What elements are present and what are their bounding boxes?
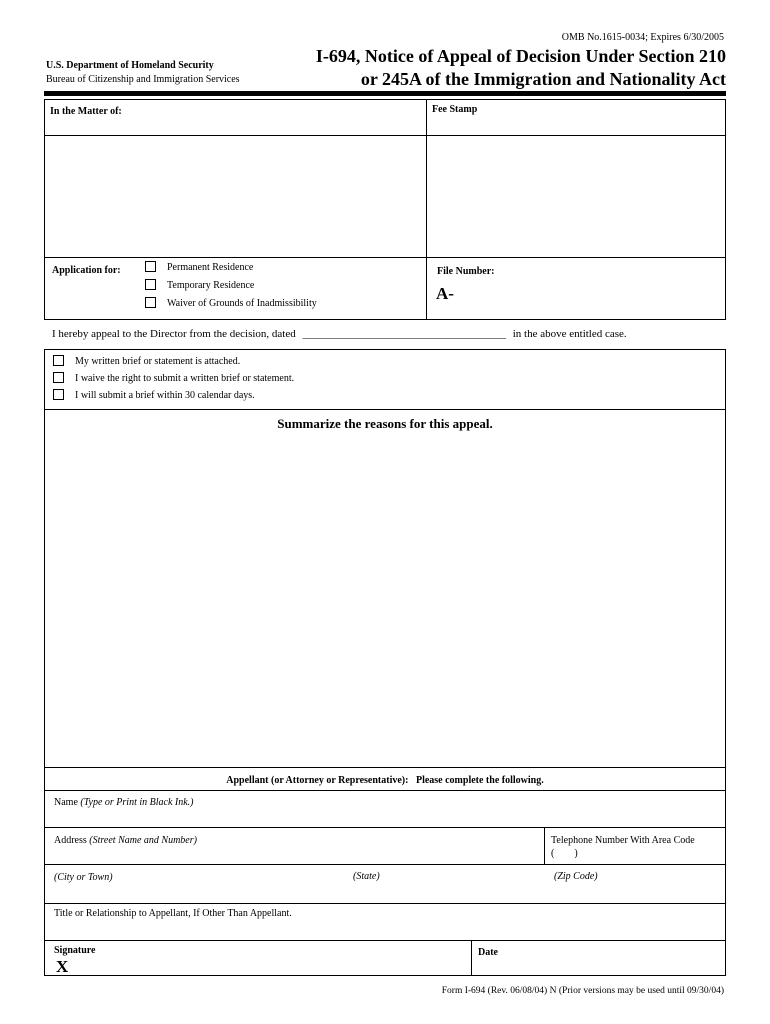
bureau-name: Bureau of Citizenship and Immigration Services [46,74,240,85]
address-label: Address [54,835,87,846]
signature-mark: X [56,957,69,976]
phone-label: Telephone Number With Area Code [551,835,695,846]
brief-attached-label: My written brief or statement is attached. [75,356,241,367]
title-rule [44,940,726,941]
fee-stamp-area [427,136,725,256]
file-number-input[interactable] [458,284,718,306]
application-rule [44,257,726,258]
form-revision-footer: Form I-694 (Rev. 06/08/04) N (Prior versions may be used until 09/30/04) [441,986,724,996]
name-rule [44,827,726,828]
date-input[interactable] [506,946,720,972]
title-relationship-input[interactable] [50,922,720,938]
appeal-statement [52,328,627,340]
state-hint: (State) [353,871,380,882]
reasons-heading: Summarize the reasons for this appeal. [277,416,493,431]
brief-later-checkbox[interactable] [53,389,64,400]
name-field-label [54,797,194,808]
appellant-heading: Appellant (or Attorney or Representative): Please complete the following. [226,775,544,786]
name-hint: (Type or Print in Black Ink.) [80,797,194,808]
signature-input[interactable] [74,958,464,974]
form-title-line1: I-694, Notice of Appeal of Decision Under Section 210 [315,46,726,66]
appeal-statement-end: in the above entitled case. [512,328,627,340]
reasons-text-area[interactable] [50,440,720,762]
phone-input[interactable]: ( ) [551,848,578,859]
permanent-residence-label: Permanent Residence [167,262,254,273]
address-field-label [54,835,197,846]
appeal-statement-start: I hereby appeal to the Director from the decision, dated [52,328,296,340]
signature-label: Signature [54,945,96,956]
phone-divider [544,827,545,864]
permanent-residence-checkbox[interactable] [145,261,156,272]
waiver-label: Waiver of Grounds of Inadmissibility [167,298,317,309]
name-label: Name [54,797,78,808]
temporary-residence-checkbox[interactable] [145,279,156,290]
name-input[interactable] [50,810,720,826]
address-rule [44,864,726,865]
city-state-zip-input[interactable] [50,885,720,901]
brief-later-label: I will submit a brief within 30 calendar days. [75,390,255,401]
decision-date-blank[interactable]: _____________________________________ [302,328,506,340]
waive-brief-label: I waive the right to submit a written brief or statement. [75,373,295,384]
waiver-checkbox[interactable] [145,297,156,308]
title-relationship-label: Title or Relationship to Appellant, If Other Than Appellant. [54,908,292,919]
brief-attached-checkbox[interactable] [53,355,64,366]
zip-hint: (Zip Code) [554,871,598,882]
file-number-label: File Number: [437,266,495,277]
address-hint: (Street Name and Number) [89,835,197,846]
city-hint: (City or Town) [54,872,113,883]
appellant-heading-rule [44,790,726,791]
city-rule [44,903,726,904]
address-input[interactable] [50,848,538,863]
header-rule [44,91,726,96]
matter-label: In the Matter of: [50,106,122,117]
form-title-line2: or 245A of the Immigration and Nationality Act [360,69,726,89]
application-label: Application for: [52,265,121,276]
waive-brief-checkbox[interactable] [53,372,64,383]
department-name: U.S. Department of Homeland Security [46,60,214,71]
date-divider [471,940,472,976]
fee-stamp-label: Fee Stamp [432,104,478,115]
matter-input-area[interactable] [45,136,425,256]
file-number-prefix: A- [436,284,454,303]
date-label: Date [478,947,498,958]
omb-number: OMB No.1615-0034; Expires 6/30/2005 [561,32,724,43]
temporary-residence-label: Temporary Residence [167,280,255,291]
